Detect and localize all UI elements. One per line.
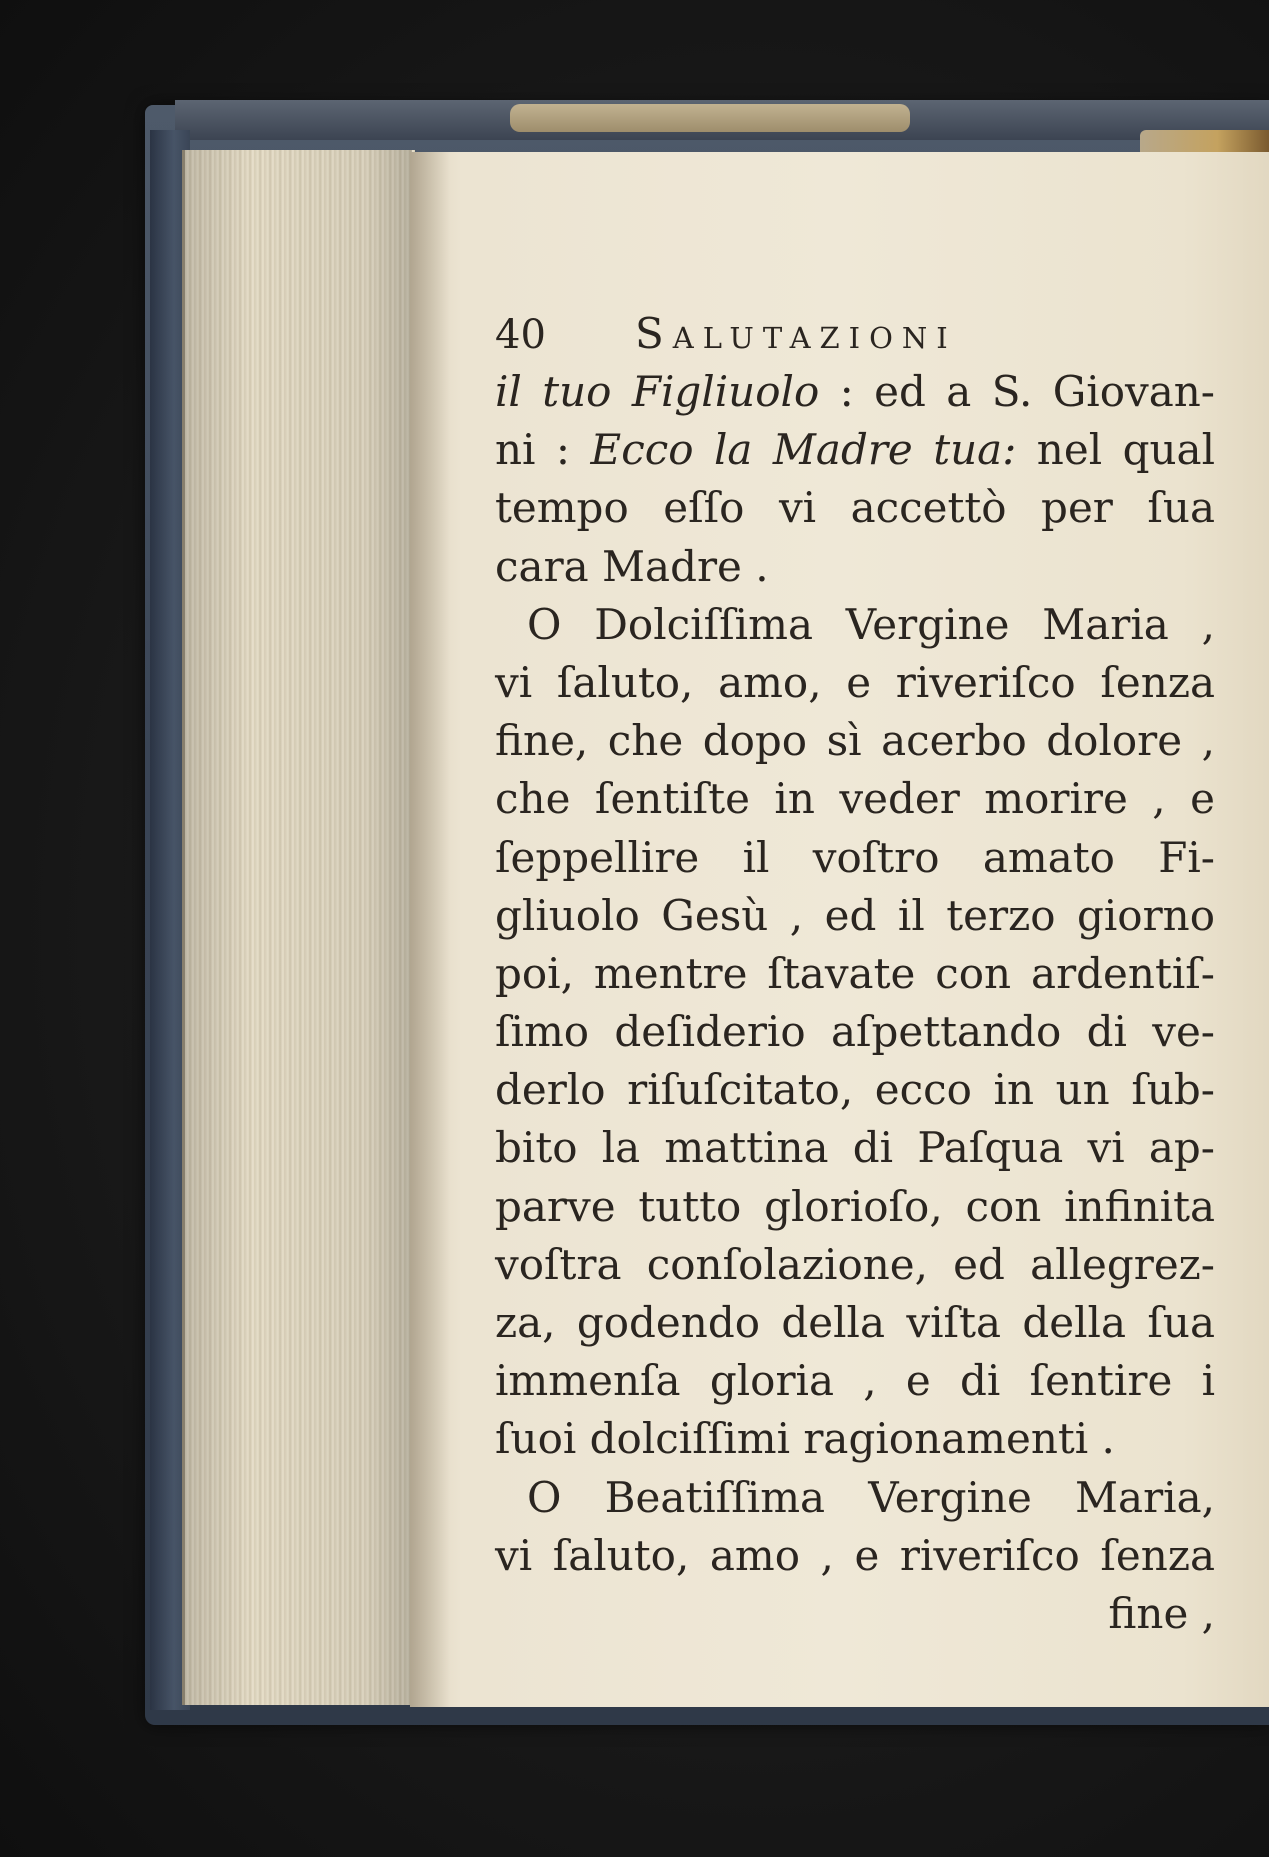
page-number: 40 bbox=[495, 312, 546, 358]
text-line-14: bito la mattina di Paſqua vi ap- bbox=[495, 1123, 1215, 1173]
text-line-15: parve tutto glorioſo, con infinita bbox=[495, 1181, 1215, 1231]
text-line-10: gliuolo Gesù , ed il terzo giorno bbox=[495, 890, 1215, 940]
text-line-17: za, godendo della viſta della ſua bbox=[495, 1298, 1215, 1347]
text-line-19: ſuoi dolciſſimi ragionamenti . bbox=[495, 1414, 1115, 1464]
text-line-16: voſtra conſolazione, ed allegrez- bbox=[495, 1239, 1215, 1289]
catchword: fine , bbox=[1108, 1588, 1215, 1638]
line-text: nel qual bbox=[1016, 425, 1216, 475]
text-line-8: che ſentiſte in veder morire , e bbox=[495, 774, 1215, 824]
page-text-block bbox=[495, 305, 1215, 1643]
italic-phrase: Ecco la Madre tua: bbox=[590, 425, 1017, 475]
page-gutter-shadow bbox=[410, 152, 450, 1707]
text-line-7: fine, che dopo sì acerbo dolore , bbox=[495, 716, 1215, 766]
running-title: Salutazioni bbox=[635, 309, 957, 358]
text-line-18: immenſa gloria , e di ſentire i bbox=[495, 1356, 1215, 1406]
text-line-12: ſimo deſiderio aſpettando di ve- bbox=[495, 1007, 1215, 1057]
text-line-21: vi ſaluto, amo , e riveriſco ſenza bbox=[495, 1530, 1215, 1580]
text-line-6: vi ſaluto, amo, e riveriſco ſenza bbox=[495, 657, 1215, 707]
line-text: : ed a S. Giovan- bbox=[819, 367, 1215, 416]
text-line-2 bbox=[495, 421, 1215, 479]
text-line-20: O Beatiſſima Vergine Maria, bbox=[527, 1472, 1215, 1522]
text-line-11: poi, mentre ſtavate con ardentiſ- bbox=[495, 948, 1215, 998]
text-line-1 bbox=[495, 363, 1215, 421]
line-lead: ni : bbox=[495, 425, 591, 475]
running-head bbox=[495, 305, 1215, 363]
text-line-4: cara Madre . bbox=[495, 541, 769, 591]
text-line-5: O Dolciſſima Vergine Maria , bbox=[527, 599, 1215, 649]
italic-phrase: il tuo Figliuolo bbox=[495, 367, 820, 416]
text-line-13: derlo riſuſcitato, ecco in un ſub- bbox=[495, 1065, 1215, 1115]
text-line-9: ſeppellire il voſtro amato Fi- bbox=[495, 832, 1215, 882]
page-stack-shade bbox=[182, 150, 412, 1705]
spine-binding-strip bbox=[510, 104, 910, 132]
text-line-3: tempo eſſo vi accettò per ſua bbox=[495, 483, 1215, 533]
